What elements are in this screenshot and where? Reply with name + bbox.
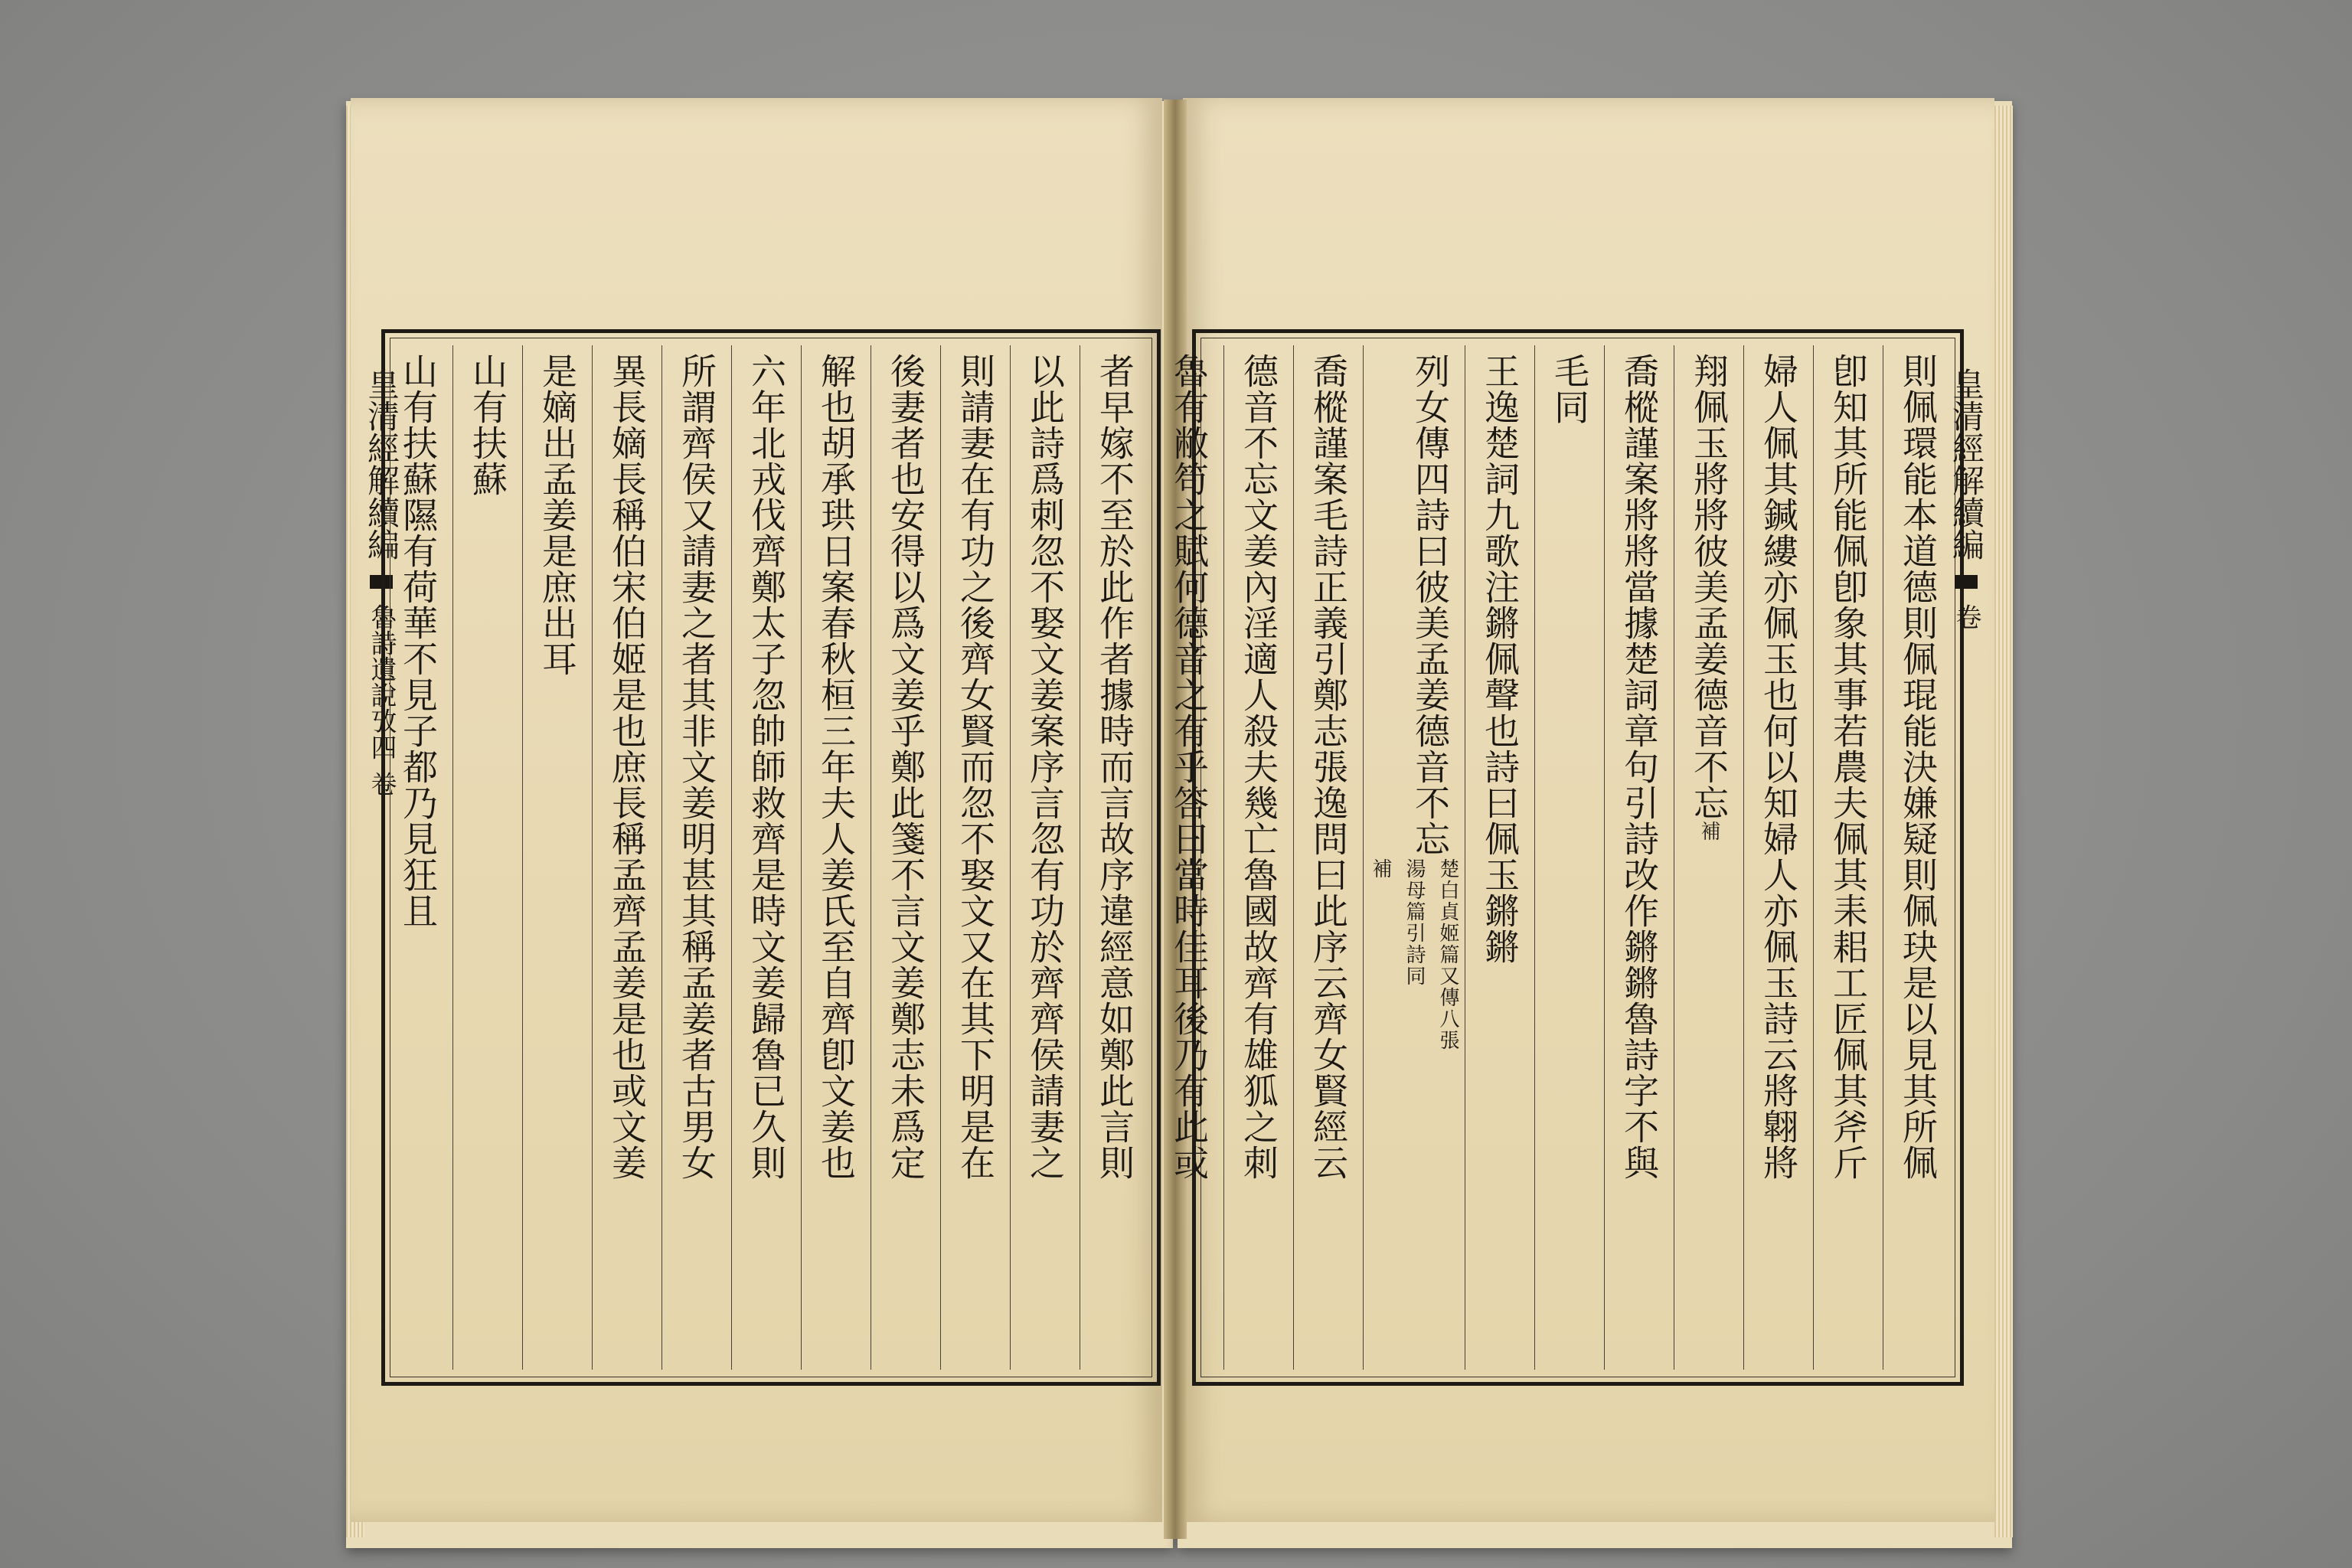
text-column: 卽知其所能佩卽象其事若農夫佩其耒耜工匠佩其斧斤	[1813, 345, 1883, 1370]
text-column: 以此詩爲刺忽不娶文姜案序言忽有功於齊齊侯請妻之	[1010, 345, 1080, 1370]
text-column: 異長嫡長稱伯宋伯姬是也庶長稱孟齊孟姜是也或文姜	[592, 345, 662, 1370]
text-column: 喬樅謹案將將當據楚詞章句引詩改作鏘鏘魯詩字不與	[1604, 345, 1674, 1370]
text-column: 後妻者也安得以爲文姜乎鄭此箋不言文姜鄭志未爲定	[871, 345, 940, 1370]
text-column: 婦人佩其鍼縷亦佩玉也何以知婦人亦佩玉詩云將翺將	[1743, 345, 1813, 1370]
left-margin-leaf: 卷	[366, 770, 397, 797]
text-column	[1674, 345, 1743, 1370]
annotation-note: 補	[1697, 821, 1720, 842]
right-text-columns	[1168, 345, 1952, 1370]
text-column: 解也胡承珙日案春秋桓三年夫人姜氏至自齊卽文姜也	[801, 345, 871, 1370]
text-column: 則佩環能本道德則佩琨能決嫌疑則佩玦是以見其所佩	[1883, 345, 1952, 1370]
text-column: 王逸楚詞九歌注鏘佩聲也詩曰佩玉鏘鏘	[1465, 345, 1534, 1370]
text-column: 喬樅謹案毛詩正義引鄭志張逸問曰此序云齊女賢經云	[1293, 345, 1363, 1370]
right-margin-title	[1945, 368, 1988, 1424]
text-column: 六年北戎伐齊鄭太子忽帥師救齊是時文姜歸魯已久則	[731, 345, 801, 1370]
text-column: 是嫡出孟姜是庶出耳	[522, 345, 592, 1370]
right-text-frame	[1168, 329, 1964, 1386]
text-column: 者早嫁不至於此作者據時而言故序違經意如鄭此言則	[1080, 345, 1149, 1370]
text-segment: 翔佩玉將將彼美孟姜德音不忘	[1688, 353, 1730, 821]
left-text-frame	[381, 329, 1161, 1386]
text-column: 毛同	[1534, 345, 1604, 1370]
text-column: 所謂齊侯又請妻之者其非文姜明甚其稱孟姜者古男女	[662, 345, 731, 1370]
left-margin-chapter: 魯詩遺說攷四	[366, 603, 397, 760]
text-column: 德音不忘文姜內淫適人殺夫幾亡魯國故齊有雄狐之刺	[1223, 345, 1293, 1370]
left-text-columns	[393, 345, 1149, 1370]
text-column: 魯有敝笱之賦何德音之有乎答曰當時佳耳後乃有此或	[1168, 353, 1210, 1181]
annotation-note: 楚白貞姬篇又傳八張	[1436, 858, 1459, 1051]
right-margin-leaf: 卷	[1951, 603, 1981, 630]
annotation-note-group	[1364, 858, 1465, 1051]
text-column	[1363, 345, 1465, 1370]
left-margin-book-title: 皇清經解續編	[363, 368, 400, 560]
section-heading: 山有扶蘇	[452, 345, 522, 1370]
right-margin-book-title: 皇清經解續編	[1948, 368, 1985, 560]
text-column: 則請妻在有功之後齊女賢而忽不娶文又在其下明是在	[940, 345, 1010, 1370]
fish-tail-mark	[1955, 575, 1978, 589]
text-column: 山有扶蘇隰有荷華不見子都乃見狂且	[397, 353, 439, 929]
right-page-edges	[1994, 106, 2013, 1537]
annotation-note: 湯母篇引詩同	[1403, 858, 1426, 987]
text-segment: 列女傳四詩曰彼美孟姜德音不忘	[1410, 353, 1451, 857]
annotation-note: 補	[1369, 858, 1392, 880]
